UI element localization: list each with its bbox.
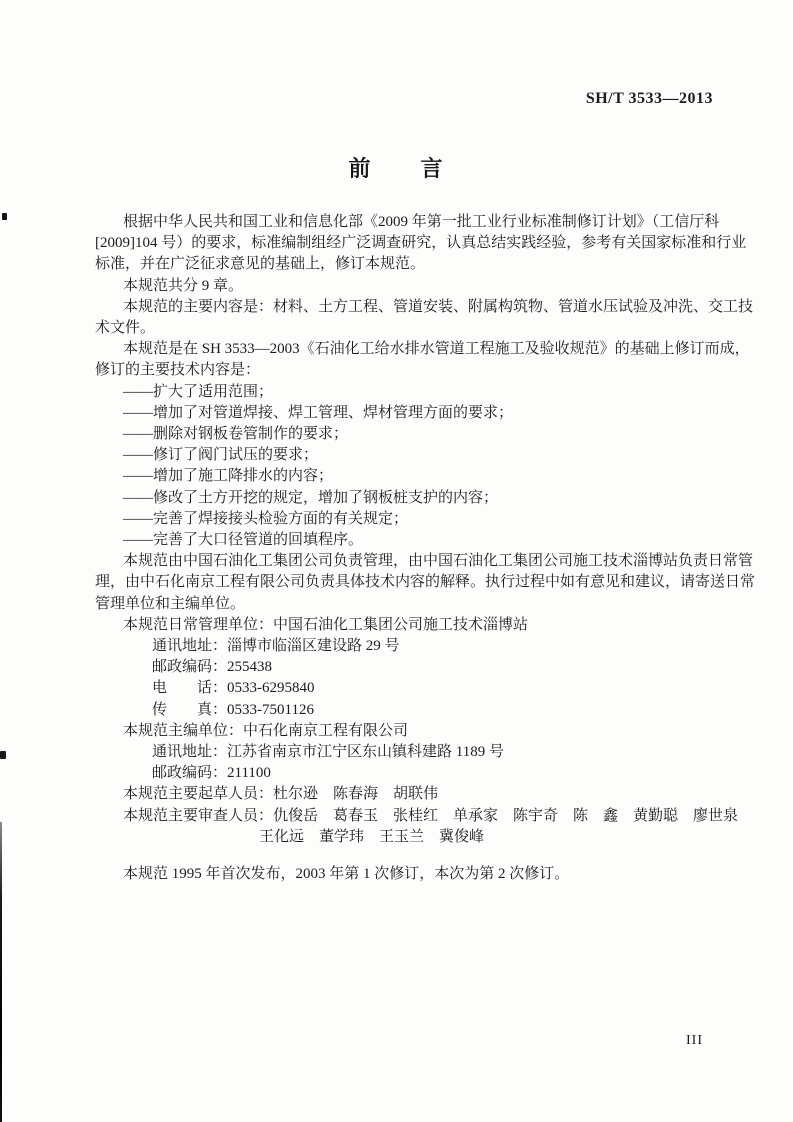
text-line: 邮政编码：255438 (152, 659, 273, 676)
text-line: 修订的主要技术内容是： (95, 362, 261, 379)
scan-speck-artifact (2, 213, 7, 220)
scan-speck-artifact (0, 751, 6, 759)
text-line: 本规范 1995 年首次发布，2003 年第 1 次修订，本次为第 2 次修订。 (123, 866, 570, 883)
text-line: 本规范日常管理单位：中国石油化工集团公司施工技术淄博站 (123, 616, 529, 633)
text-line: 本规范是在 SH 3533—2003《石油化工给水排水管道工程施工及验收规范》的基础上修订而成， (123, 341, 750, 358)
document-body (95, 212, 756, 885)
text-line: ——修改了土方开挖的规定，增加了钢板桩支护的内容； (123, 489, 499, 506)
text-line: ——修订了阀门试压的要求； (123, 447, 319, 464)
text-line: ——删除对钢板卷管制作的要求； (123, 426, 349, 443)
text-line: 通讯地址：淄博市临淄区建设路 29 号 (152, 638, 400, 655)
text-line: 本规范主要起草人员：杜尔逊 陈春海 胡联伟 (123, 786, 439, 803)
page-number: III (686, 1033, 703, 1048)
text-line: 邮政编码：211100 (152, 765, 271, 782)
text-line: 本规范主编单位：中石化南京工程有限公司 (123, 722, 409, 739)
text-line: 电 话：0533-6295840 (152, 680, 315, 697)
text-line: ——扩大了适用范围； (123, 383, 274, 400)
text-line: 通讯地址：江苏省南京市江宁区东山镇科建路 1189 号 (152, 744, 504, 761)
text-line: ——完善了焊接接头检验方面的有关规定； (123, 510, 409, 527)
text-line: ——增加了对管道焊接、焊工管理、焊材管理方面的要求； (123, 404, 514, 421)
text-line: 本规范共分 9 章。 (123, 277, 244, 294)
page-title: 前 言 (348, 156, 445, 181)
text-line: 管理单位和主编单位。 (95, 595, 246, 612)
text-line: [2009]104 号）的要求，标准编制组经广泛调查研究，认真总结实践经验，参考有关国家标准和行业 (95, 235, 747, 252)
text-line: ——完善了大口径管道的回填程序。 (123, 532, 364, 549)
text-line: 传 真：0533-7501126 (152, 701, 314, 718)
text-line: 标准，并在广泛征求意见的基础上，修订本规范。 (95, 256, 426, 273)
text-line: 理，由中石化南京工程有限公司负责具体技术内容的解释。执行过程中如有意见和建议，请寄送日常 (95, 574, 756, 591)
text-line: 本规范由中国石油化工集团公司负责管理，由中国石油化工集团公司施工技术淄博站负责日常管 (123, 553, 754, 570)
text-line: 王化远 董学玮 王玉兰 冀俊峰 (259, 828, 485, 845)
text-line: 本规范的主要内容是：材料、土方工程、管道安装、附属构筑物、管道水压试验及冲洗、交工技 (123, 298, 754, 315)
text-line: 术文件。 (95, 320, 156, 337)
standard-code: SH/T 3533—2013 (585, 90, 713, 107)
scan-edge-line-artifact (0, 822, 2, 1122)
text-line: 根据中华人民共和国工业和信息化部《2009 年第一批工业行业标准制修订计划》（工信厅科 (123, 214, 720, 230)
text-line: 本规范主要审查人员：仇俊岳 葛春玉 张桂红 单承家 陈宇奇 陈 鑫 黄勤聪 廖世泉 (123, 807, 739, 824)
text-line: ——增加了施工降排水的内容； (123, 468, 334, 485)
